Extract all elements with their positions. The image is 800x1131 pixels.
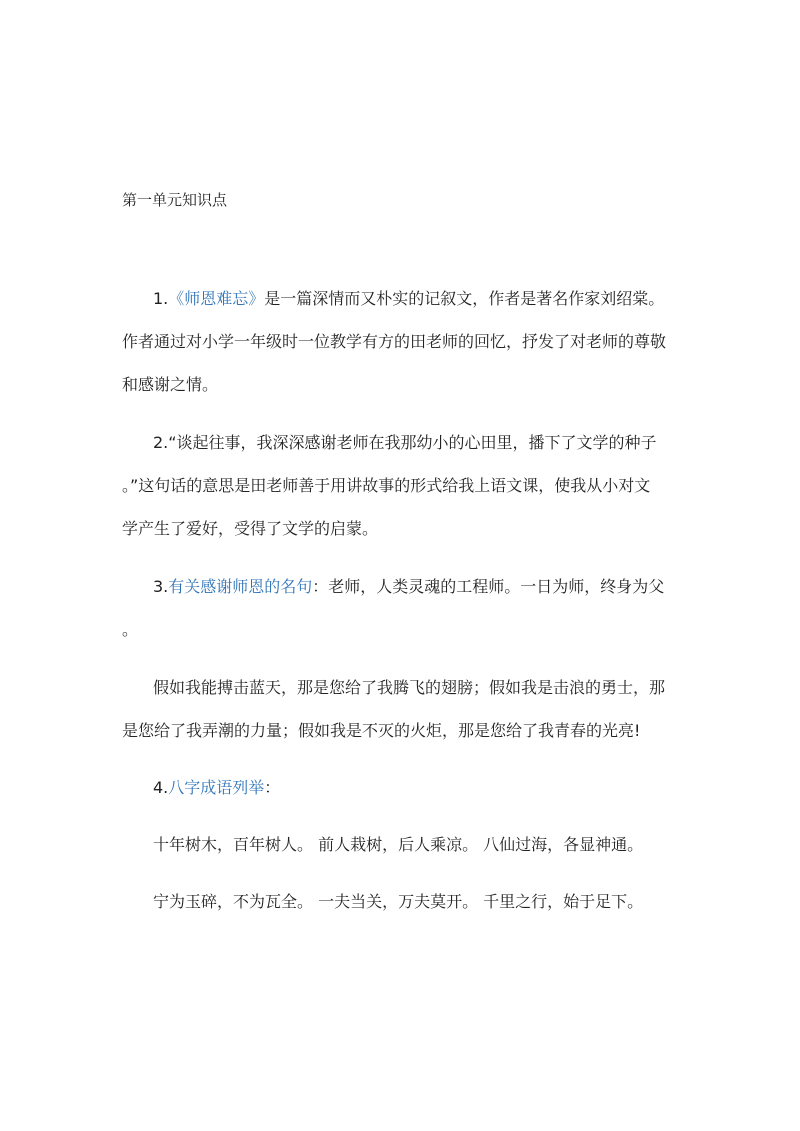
- paragraph-3-label: 有关感谢师恩的名句: [168, 577, 313, 596]
- paragraph-1-line-2: 作者通过对小学一年级时一位教学有方的田老师的回忆，抒发了对老师的尊敬: [122, 332, 667, 351]
- paragraph-2-line-1: [153, 429, 657, 457]
- paragraph-1-line-1: [153, 285, 664, 313]
- idioms-row-1: 十年树木，百年树人。 前人栽树，后人乘凉。 八仙过海，各显神通。: [153, 835, 644, 854]
- paragraph-2-line-3: 学产生了爱好，受得了文学的启蒙。: [122, 519, 379, 538]
- paragraph-2-line-2: 。”这句话的意思是田老师善于用讲故事的形式给我上语文课，使我从小对文: [122, 476, 651, 495]
- paragraph-3-line-2: 。: [122, 620, 139, 639]
- paragraph-4-line-1: 假如我能搏击蓝天，那是您给了我腾飞的翅膀；假如我是击浪的勇士，那: [153, 678, 666, 697]
- paragraph-3-line-1: [153, 573, 664, 601]
- paragraph-5-label: 八字成语列举: [168, 778, 265, 797]
- paragraph-5-colon: ：: [264, 778, 281, 797]
- paragraph-2-text-1: “谈起往事，我深深感谢老师在我那幼小的心田里，播下了文学的种子: [168, 433, 657, 452]
- paragraph-1-number: 1.: [153, 289, 169, 308]
- paragraph-3-number: 3.: [153, 577, 169, 596]
- paragraph-2-number: 2.: [153, 433, 169, 452]
- document-title: 第一单元知识点: [122, 191, 228, 209]
- paragraph-4-line-2: 是您给了我弄潮的力量；假如我是不灭的火炬，那是您给了我青春的光亮!: [122, 721, 641, 740]
- paragraph-1-line-3: 和感谢之情。: [122, 375, 219, 394]
- paragraph-5-line-1: [153, 774, 280, 802]
- paragraph-5-number: 4.: [153, 778, 169, 797]
- paragraph-1-title: 《师恩难忘》: [168, 289, 265, 308]
- paragraph-1-text-1: 是一篇深情而又朴实的记叙文，作者是著名作家刘绍棠。: [264, 289, 665, 308]
- paragraph-3-text-1: ：老师，人类灵魂的工程师。一日为师，终身为父: [312, 577, 665, 596]
- idioms-row-2: 宁为玉碎，不为瓦全。 一夫当关，万夫莫开。 千里之行，始于足下。: [153, 892, 644, 911]
